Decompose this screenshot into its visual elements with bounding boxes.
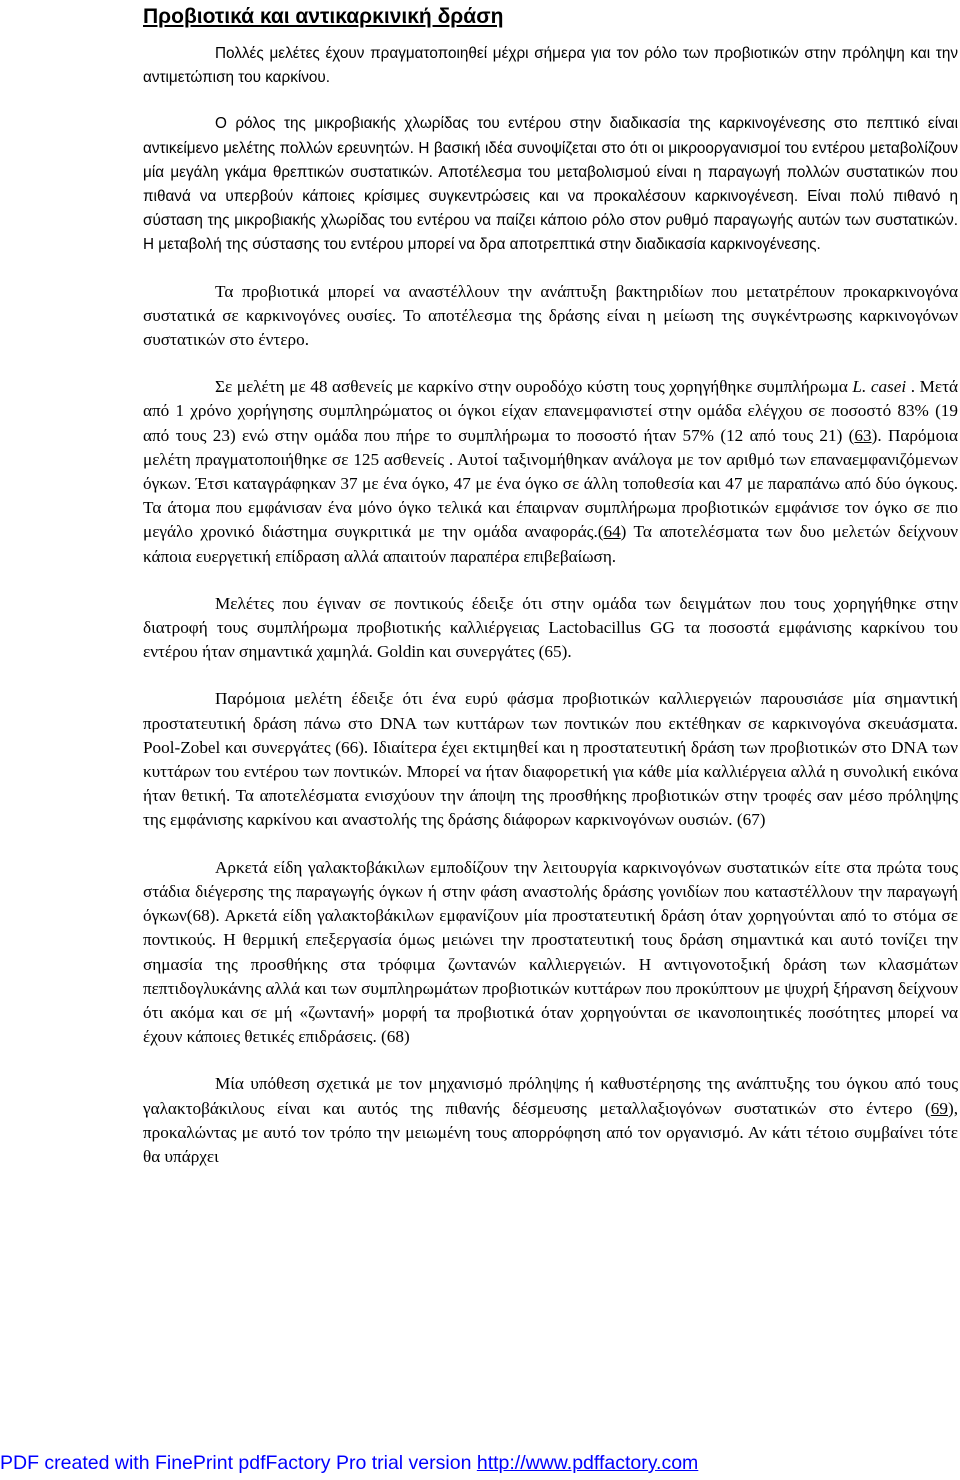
paragraph-microflora: Ο ρόλος της μικροβιακής χλωρίδας του εντέρου στην διαδικασία της καρκινογένεσης στο πεπτικό είναι αντικείμενο μελέτης πολλών ερευνητών. Η βασική ιδέα συνοψίζεται στο ότι οι μικροοργανισμοί του εντέρου μεταβολίζουν μία μεγάλη γκάμα θρεπτικών συστατικών. Αποτέλεσμα του μεταβολισμού είναι η παραγωγή πολλών συστατικών που πιθανά να υπερβούν κάποιες κρίσιμες συγκεντρώσεις και να προκαλέσουν καρκινογένεση. Είναι πολύ πιθανό η σύσταση της μικροβιακής χλωρίδας του εντέρου να παίζει κάποιο ρόλο στον ρυθμό παραγωγής αυτών των συστατικών. Η μεταβολή της σύστασης του εντέρου μπορεί να δρα αποτρεπτικά στην διαδικασία καρκινογένεσης. (143, 115, 958, 254)
footer-text: PDF created with FinePrint pdfFactory Pro trial version (0, 1452, 477, 1474)
paragraph-lactobacilli: Αρκετά είδη γαλακτοβάκιλων εμποδίζουν την λειτουργία καρκινογόνων συστατικών είτε στα πρώτα τους στάδια διέγερσης της παραγωγής όγκων ή στην φάση αναστολής δράσης γονιδίων που καταστέλλουν την παραγωγή όγκων(68). Αρκετά είδη γαλακτοβάκιλων εμφανίζουν μία προστατευτική δράση όταν χορηγούνται από το στόμα σε ποντικούς. Η θερμική επεξεργασία όμως μειώνει την προστατευτική τους δράση σημαντικά και αυτό τονίζει την σημασία της προσθήκης στα τρόφιμα ζωντανών καλλιεργειών. Η αντιγονοτοξική δράση των κλασμάτων πεπτιδογλυκάνης αλλά και των συμπληρωμάτων προβιοτικών κυττάρων που προκύπτουν με ψυχρή ξήρανση δείχνουν ότι ακόμα και σε μή «ζωντανή» μορφή τα προβιοτικά όταν χορηγούνται σε ικανοποιητικές ποσότητες μπορεί να έχουν κάποιες θετικές επιδράσεις. (68) (143, 857, 958, 1047)
document-page (143, 0, 958, 1169)
paragraph-dna-protection: Παρόμοια μελέτη έδειξε ότι ένα ευρύ φάσμα προβιοτικών καλλιεργειών παρουσιάσε μία σημαντική προστατευτική δράση πάνω στο DNA των κυττάρων των ποντικών που εκτέθηκαν σε καρκινογόνα σκευάσματα. Pool-Zobel και συνεργάτες (66). Ιδιαίτερα έχει εκτιμηθεί και η προστατευτική δράση των προβιοτικών στο DNA των κυττάρων του εντέρου των ποντικών. Μπορεί να ήταν διαφορετική για κάθε μία καλλιέργεια αλλά η συνολική εικόνα ήταν θετική. Τα αποτελέσματα ενισχύουν την άποψη της προσθήκης προβιοτικών στην τροφές σαν μέσο πρόληψης της εμφάνισης καρκίνου και αναστολής της δράσης διάφορων καρκινογόνων ουσιών. (67) (143, 689, 958, 830)
paragraph-intro: Πολλές μελέτες έχουν πραγματοποιηθεί μέχρι σήμερα για τον ρόλο των προβιοτικών στην πρόληψη και την αντιμετώπιση του καρκίνου. (143, 45, 958, 87)
reference-link-64[interactable]: 64 (603, 522, 621, 542)
reference-link-63[interactable]: 63 (854, 425, 872, 445)
pdf-footer-banner (0, 1447, 960, 1480)
document-title: Προβιοτικά και αντικαρκινική δράση (143, 5, 504, 28)
paragraph-probiotics-inhibit: Τα προβιοτικά μπορεί να αναστέλλουν την ανάπτυξη βακτηριδίων που μετατρέπουν προκαρκινογόνα συστατικά σε καρκινογόνες ουσίες. Το αποτέλεσμα της δράσης είναι η μείωση της συγκέντρωσης καρκινογόνων συστατικών στο έντερο. (143, 281, 958, 350)
paragraph-mice-study: Μελέτες που έγιναν σε ποντικούς έδειξε ότι στην ομάδα των δειγμάτων που τους χορηγήθηκε στην διατροφή τους συμπλήρωμα προβιοτικής καλλιέργειας Lactobacillus GG τα ποσοστά εμφάνισης καρκίνου του εντέρου ήταν σημαντικά χαμηλά. Goldin και συνεργάτες (65). (143, 593, 958, 662)
species-name: L. casei (852, 377, 907, 397)
paragraph-mechanism: Μία υπόθεση σχετικά με τον μηχανισμό πρόληψης ή καθυστέρησης της ανάπτυξης του όγκου από τους γαλακτοβάκιλους είναι και αυτός της πιθανής δέσμευσης μεταλλαξιογόνων συστατικών στο έντερο (69), προκαλώντας με αυτό τον τρόπο την μειωμένη τους απορρόφηση από τον οργανισμό. Αν κάτι τέτοιο συμβαίνει τότε θα υπάρχει (143, 1074, 958, 1166)
footer-link[interactable]: http://www.pdffactory.com (476, 1452, 699, 1474)
reference-link-69[interactable]: 69 (930, 1098, 948, 1118)
paragraph-bladder-study: Σε μελέτη με 48 ασθενείς με καρκίνο στην ουροδόχο κύστη τους χορηγήθηκε συμπλήρωμα L. casei . Μετά από 1 χρόνο χορήγησης συμπληρώματος οι όγκοι είχαν επανεμφανιστεί στην ομάδα ελέγχου σε ποσοστό 83% (19 από τους 23) ενώ στην ομάδα που πήρε το συμπλήρωμα το ποσοστό ήταν 57% (12 από τους 21) (63). Παρόμοια μελέτη πραγματοποιήθηκε σε 125 ασθενείς . Αυτοί ταξινομήθηκαν ανάλογα με τον αριθμό των επαναεμφανιζόμενων όγκων. Έτσι καταγράφηκαν 37 με ένα όγκο, 47 με ένα όγκο σε άλλη τοποθεσία και 47 με παραπάνω από δύο όγκους. Τα άτομα που εμφάνισαν ένα μόνο όγκο τελικά και έπαιρναν συμπλήρωμα προβιοτικών εμφάνισε τον όγκο σε πιο μεγάλο χρονικό διάστημα συγκριτικά με την ομάδα αναφοράς.(64) Τα αποτελέσματα των δυο μελετών δείχνουν κάποια ευεργετική επίδραση αλλά απαιτούν παραπέρα επιβεβαίωση. (143, 377, 958, 566)
